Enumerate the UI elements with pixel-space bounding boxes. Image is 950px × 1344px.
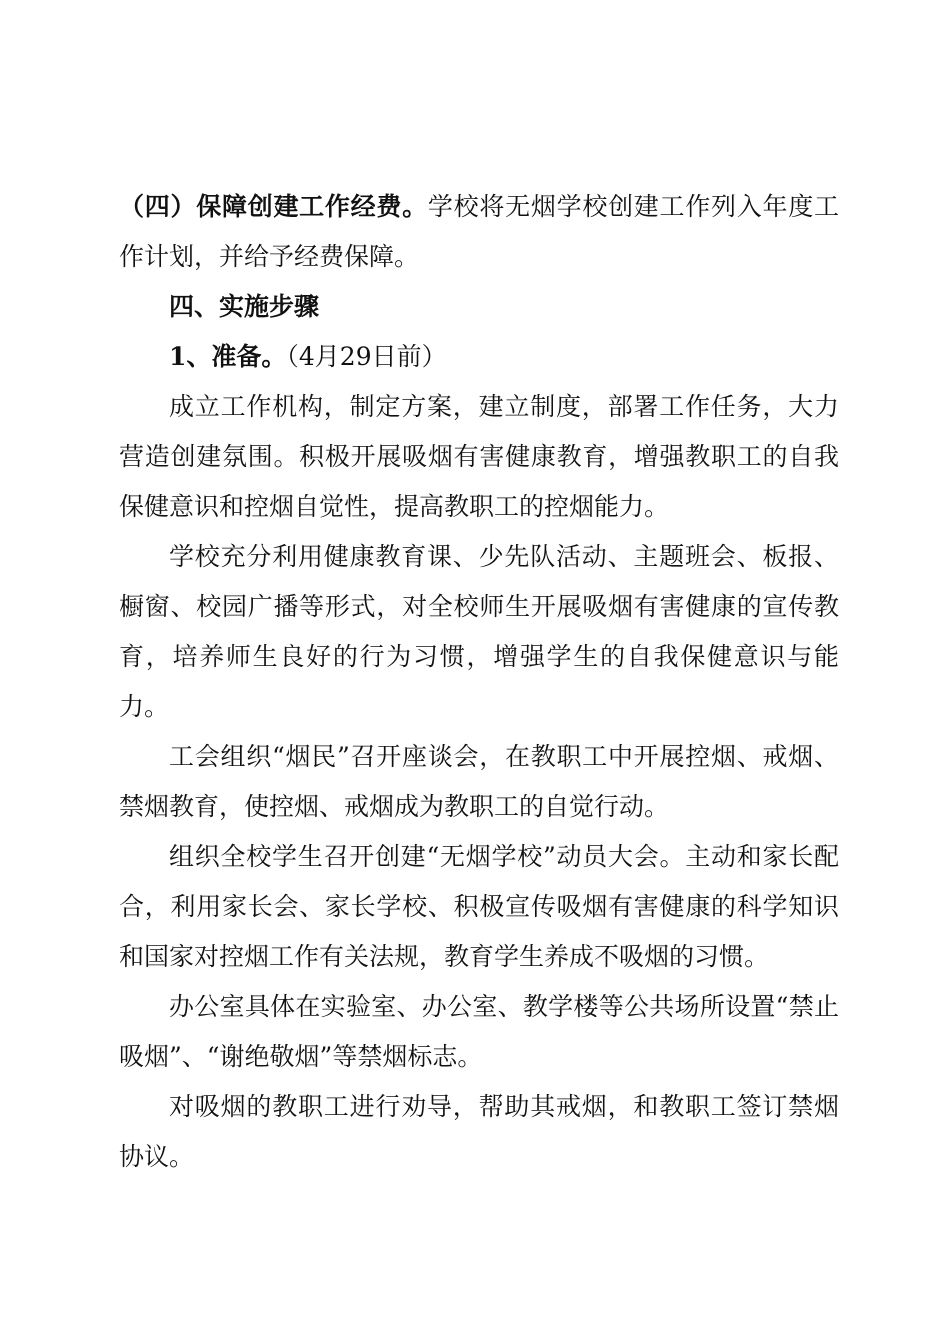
section-heading-steps-text: 四、实施步骤 bbox=[169, 292, 320, 321]
paragraph-signage: 办公室具体在实验室、办公室、教学楼等公共场所设置“禁止吸烟”、“谢绝敬烟”等禁烟标志。 bbox=[119, 992, 839, 1071]
step-heading-prepare-date: （4月29日前） bbox=[286, 342, 447, 371]
document-body bbox=[119, 182, 839, 1182]
paragraph-funding-heading: （四）保障创建工作经费。 bbox=[119, 192, 428, 221]
paragraph-education: 学校充分利用健康教育课、少先队活动、主题班会、板报、橱窗、校园广播等形式，对全校师生开展吸烟有害健康的宣传教育，培养师生良好的行为习惯，增强学生的自我保健意识与能力。 bbox=[119, 542, 839, 721]
section-heading-steps bbox=[119, 282, 839, 332]
paragraph-union: 工会组织“烟民”召开座谈会，在教职工中开展控烟、戒烟、禁烟教育，使控烟、戒烟成为教职工的自觉行动。 bbox=[119, 742, 839, 821]
step-heading-prepare-label: 1、准备。 bbox=[169, 342, 287, 371]
paragraph-mobilization: 组织全校学生召开创建“无烟学校”动员大会。主动和家长配合，利用家长会、家长学校、积极宣传吸烟有害健康的科学知识和国家对控烟工作有关法规，教育学生养成不吸烟的习惯。 bbox=[119, 842, 839, 971]
step-heading-prepare bbox=[119, 332, 839, 382]
paragraph-funding bbox=[119, 182, 839, 282]
paragraph-persuasion: 对吸烟的教职工进行劝导，帮助其戒烟，和教职工签订禁烟协议。 bbox=[119, 1092, 839, 1171]
paragraph-funding-text: 学校将无烟学校创建工作列入年度工作计划，并给予经费保障。 bbox=[119, 192, 839, 271]
paragraph-organization: 成立工作机构，制定方案，建立制度，部署工作任务，大力营造创建氛围。积极开展吸烟有害健康教育，增强教职工的自我保健意识和控烟自觉性，提高教职工的控烟能力。 bbox=[119, 392, 839, 521]
